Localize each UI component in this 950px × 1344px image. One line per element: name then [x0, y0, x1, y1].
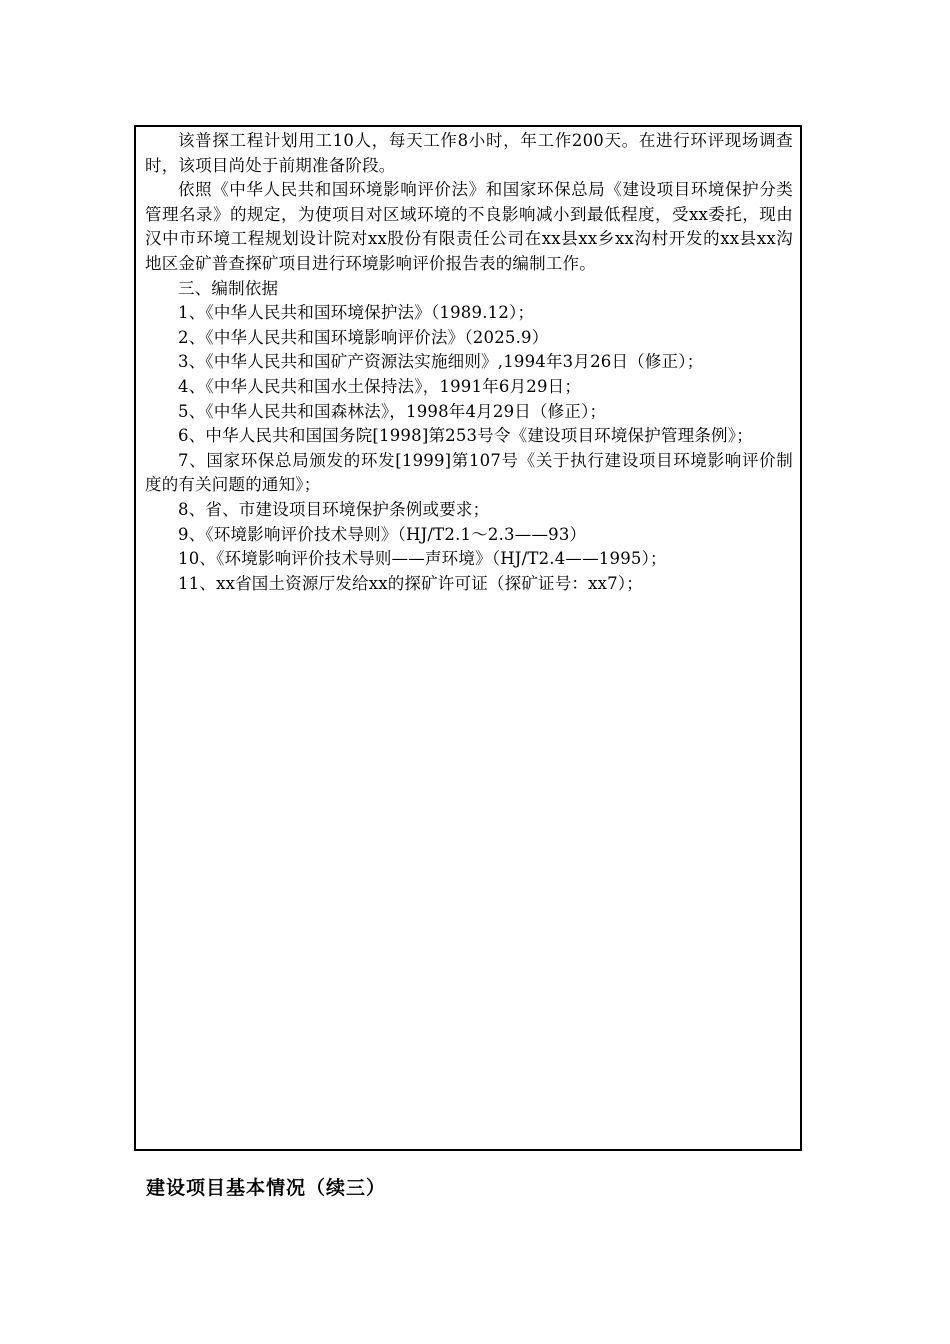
basis-item-8: 8、省、市建设项目环境保护条例或要求； — [178, 499, 490, 519]
basis-item-11: 11、xx省国土资源厅发给xx的探矿许可证（探矿证号：xx7）； — [178, 573, 643, 593]
content-box — [134, 125, 802, 1151]
paragraph-workforce: 该普探工程计划用工10人，每天工作8小时，年工作200天。在进行环评现场调查时，该项目尚处于前期准备阶段。 — [145, 131, 793, 175]
basis-item-2: 2、《中华人民共和国环境影响评价法》（2025.9） — [178, 327, 549, 347]
basis-item-7: 7、国家环保总局颁发的环发[1999]第107号《关于执行建设项目环境影响评价制度的有关问题的通知》； — [145, 450, 793, 495]
section-heading: 建设项目基本情况（续三） — [146, 1177, 387, 1199]
basis-item-4: 4、《中华人民共和国水土保持法》，1991年6月29日； — [178, 376, 582, 396]
paragraph-legal-basis: 依照《中华人民共和国环境影响评价法》和国家环保总局《建设项目环境保护分类管理名录》的规定，为使项目对区域环境的不良影响减小到最低程度，受xx委托，现由汉中市环境工程规划设计院对xx股份有限责任公司在xx县xx乡xx沟村开发的xx县xx沟地区金矿普查探矿项目进行环境影响评价报告表的编制工作。 — [145, 180, 793, 273]
basis-item-6: 6、中华人民共和国国务院[1998]第253号令《建设项目环境保护管理条例》； — [178, 426, 753, 446]
subheading-compilation-basis: 三、编制依据 — [178, 278, 279, 298]
basis-item-10: 10、《环境影响评价技术导则——声环境》（HJ/T2.4——1995）； — [178, 549, 667, 569]
basis-item-5: 5、《中华人民共和国森林法》，1998年4月29日（修正）； — [178, 401, 607, 421]
basis-item-1: 1、《中华人民共和国环境保护法》（1989.12）； — [178, 303, 535, 323]
basis-item-9: 9、《环境影响评价技术导则》（HJ/T2.1～2.3——93） — [178, 524, 587, 544]
basis-item-3: 3、《中华人民共和国矿产资源法实施细则》,1994年3月26日（修正）； — [178, 352, 704, 372]
